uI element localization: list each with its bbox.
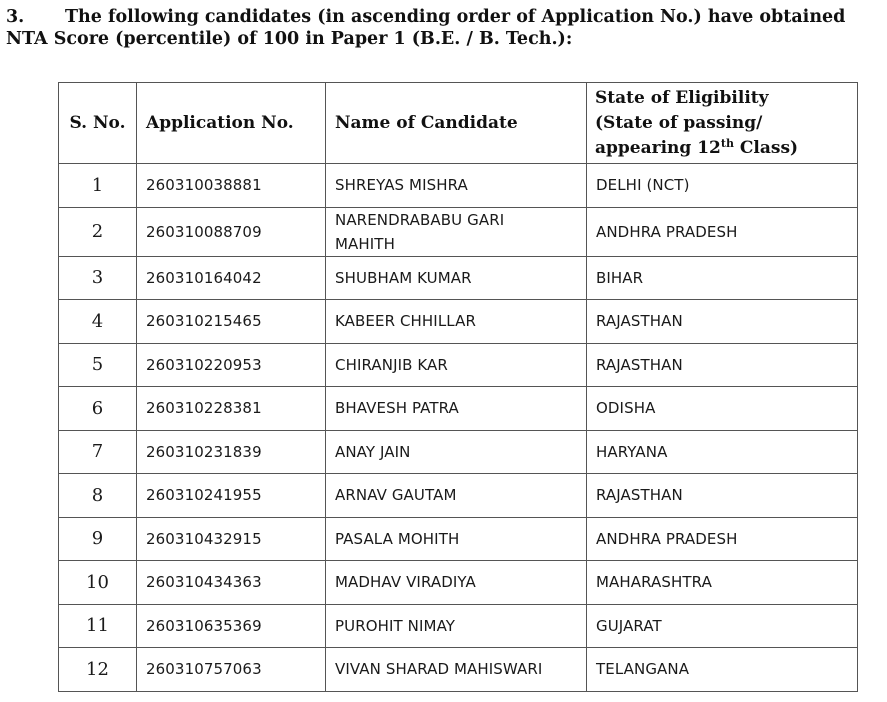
cell-application-no: 260310241955 [137,474,326,518]
table-row [59,430,858,474]
header-state-line-3-post: Class) [733,137,799,158]
cell-state: HARYANA [587,430,858,474]
cell-state: ANDHRA PRADESH [587,517,858,561]
cell-name: CHIRANJIB KAR [326,343,587,387]
section-heading [6,6,881,50]
header-state-line-3-sup: th [720,136,734,150]
cell-name: PASALA MOHITH [326,517,587,561]
header-application-no: Application No. [137,83,326,164]
cell-state: ODISHA [587,387,858,431]
header-sno: S. No. [59,83,137,164]
header-state-line-1: State of Eligibility [595,87,769,108]
cell-application-no: 260310164042 [137,256,326,300]
cell-name: MADHAV VIRADIYA [326,561,587,605]
table-row [59,474,858,518]
table-row [59,343,858,387]
cell-sno: 11 [59,604,137,648]
table-row [59,517,858,561]
cell-state: ANDHRA PRADESH [587,207,858,256]
cell-sno: 4 [59,300,137,344]
header-state-line-2: (State of passing/ [595,112,763,133]
header-name: Name of Candidate [326,83,587,164]
cell-name-line-1: NARENDRABABU GARI [335,210,505,229]
table-row [59,387,858,431]
cell-application-no: 260310088709 [137,207,326,256]
cell-sno: 12 [59,648,137,692]
cell-application-no: 260310434363 [137,561,326,605]
cell-sno: 2 [59,207,137,256]
cell-state: RAJASTHAN [587,474,858,518]
cell-application-no: 260310757063 [137,648,326,692]
candidates-table [58,82,858,692]
cell-state: RAJASTHAN [587,300,858,344]
cell-state: RAJASTHAN [587,343,858,387]
cell-application-no: 260310432915 [137,517,326,561]
cell-sno: 9 [59,517,137,561]
cell-name: ANAY JAIN [326,430,587,474]
cell-state: BIHAR [587,256,858,300]
cell-application-no: 260310220953 [137,343,326,387]
cell-name-line-2: MAHITH [335,234,395,253]
cell-sno: 7 [59,430,137,474]
heading-text-line-1: The following candidates (in ascending order of Application No.) have obtained [65,7,846,27]
table-header-row [59,83,858,164]
cell-name: BHAVESH PATRA [326,387,587,431]
cell-application-no: 260310228381 [137,387,326,431]
cell-name: VIVAN SHARAD MAHISWARI [326,648,587,692]
table-row [59,561,858,605]
section-number: 3. [6,7,25,27]
cell-state: TELANGANA [587,648,858,692]
heading-line-2: NTA Score (percentile) of 100 in Paper 1 (B.E. / B. Tech.): [6,29,573,49]
cell-state: DELHI (NCT) [587,164,858,208]
table-row [59,207,858,256]
cell-name: KABEER CHHILLAR [326,300,587,344]
cell-application-no: 260310038881 [137,164,326,208]
cell-name: ARNAV GAUTAM [326,474,587,518]
cell-name: PUROHIT NIMAY [326,604,587,648]
table-row [59,648,858,692]
cell-name [326,207,587,256]
header-state-line-3-pre: appearing 12 [595,137,721,158]
cell-sno: 6 [59,387,137,431]
cell-application-no: 260310231839 [137,430,326,474]
cell-state: GUJARAT [587,604,858,648]
table-row [59,604,858,648]
table-row [59,256,858,300]
cell-sno: 3 [59,256,137,300]
cell-state: MAHARASHTRA [587,561,858,605]
cell-sno: 1 [59,164,137,208]
cell-name: SHREYAS MISHRA [326,164,587,208]
header-state [587,83,858,164]
cell-sno: 5 [59,343,137,387]
cell-sno: 8 [59,474,137,518]
cell-application-no: 260310215465 [137,300,326,344]
heading-line-1 [6,6,881,28]
table-row [59,164,858,208]
cell-sno: 10 [59,561,137,605]
cell-application-no: 260310635369 [137,604,326,648]
table-row [59,300,858,344]
cell-name: SHUBHAM KUMAR [326,256,587,300]
